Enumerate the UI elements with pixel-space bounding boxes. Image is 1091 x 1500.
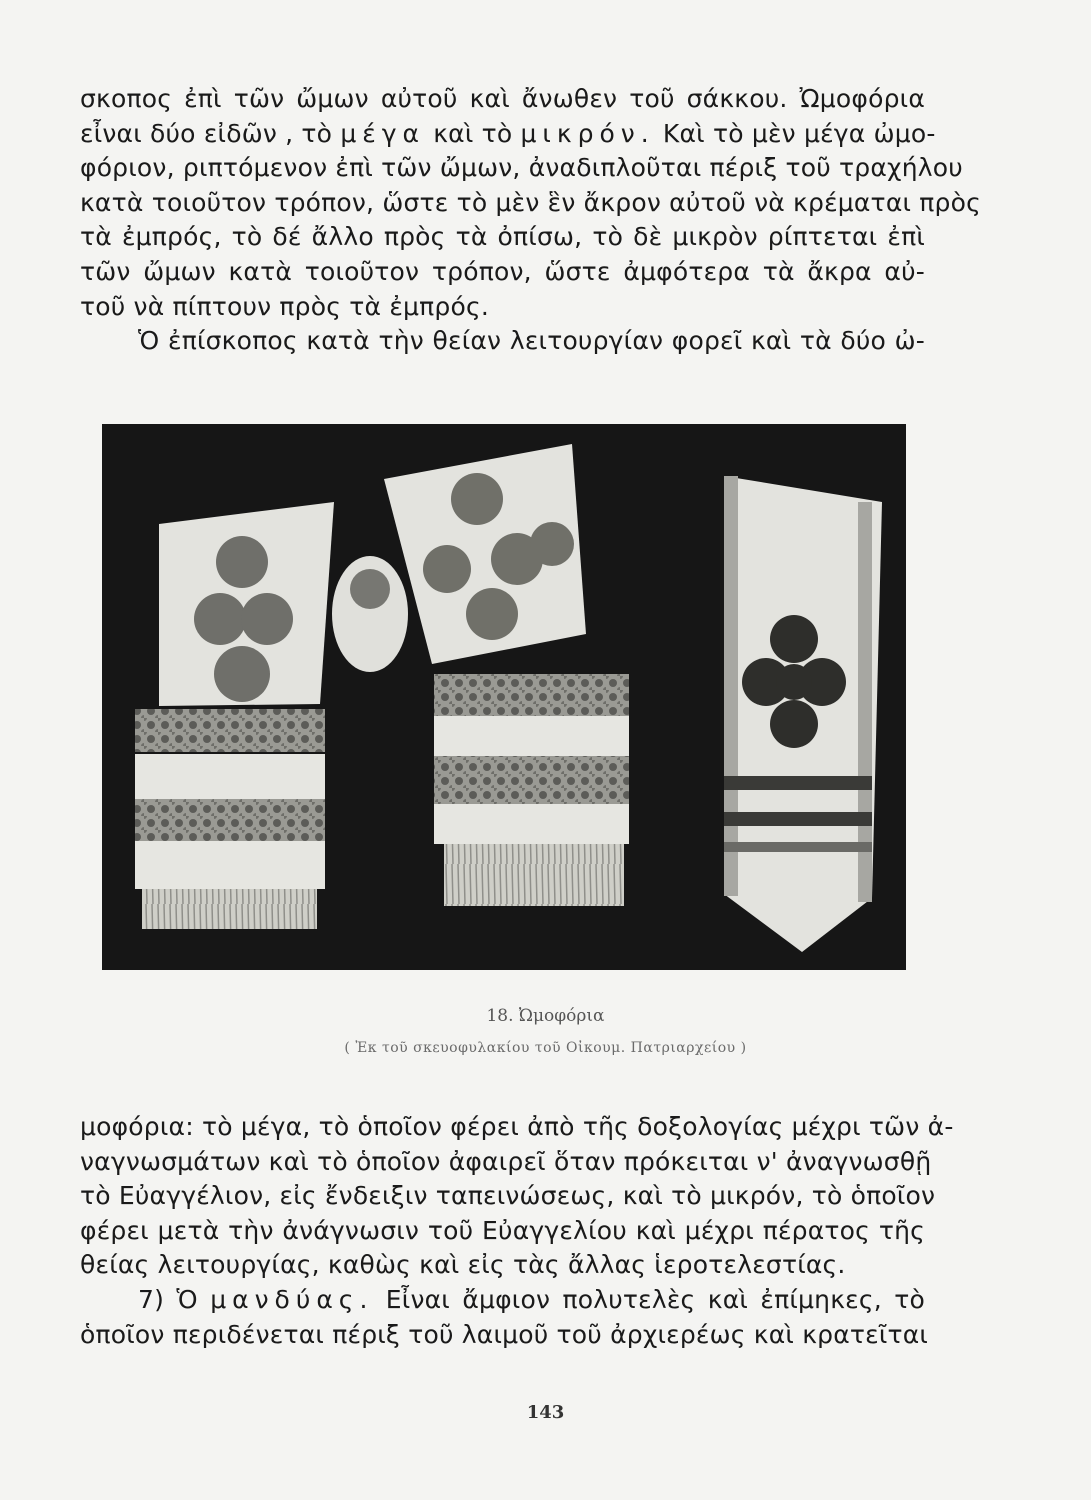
spaced-word: μικρόν. — [520, 118, 655, 148]
figure-caption: 18. Ὠμοφόρια — [486, 1006, 605, 1026]
text-line: Ὁ ἐπίσκοπος κατὰ τὴν θείαν λειτουργίαν φορεῖ καὶ τὰ δύο ὠ- — [138, 326, 925, 356]
text-segment: εἶναι δύο εἰδῶν , τὸ — [80, 118, 333, 148]
text-line: σκοπος ἐπὶ τῶν ὤμων αὐτοῦ καὶ ἄνωθεν τοῦ σάκκου. Ὠμοφόρια — [80, 84, 925, 113]
text-line: τὰ ἐμπρός, τὸ δέ ἄλλο πρὸς τὰ ὀπίσω, τὸ δὲ μικρὸν ρίπτεται ἐπὶ — [80, 222, 925, 252]
text-line: τὸ Εὐαγγέλιον, εἰς ἔνδειξιν ταπεινώσεως, καὶ τὸ μικρόν, τὸ ὁποῖον — [80, 1181, 936, 1211]
spaced-word: μανδύας. — [210, 1284, 374, 1314]
bottom-paragraph — [80, 1110, 954, 1352]
text-line: ὁποῖον περιδένεται πέριξ τοῦ λαιμοῦ τοῦ ἀρχιερέως καὶ κρατεῖται — [80, 1319, 929, 1349]
text-line: τοῦ νὰ πίπτουν πρὸς τὰ ἐμπρός. — [80, 291, 490, 321]
text-segment: Εἶναι ἄμφιον πολυτελὲς καὶ ἐπίμηκες, τὸ — [385, 1284, 925, 1314]
text-line: ναγνωσμάτων καὶ τὸ ὁποῖον ἀφαιρεῖ ὅταν πρόκειται ν' ἀναγνωσθῇ — [80, 1146, 932, 1176]
text-line: θείας λειτουργίας, καθὼς καὶ εἰς τὰς ἄλλας ἱεροτελεστίας. — [80, 1250, 846, 1280]
text-segment: Καὶ τὸ μὲν μέγα ὠμο- — [662, 118, 936, 148]
text-segment: 7) Ὁ — [138, 1284, 198, 1314]
omophoria-photograph — [102, 424, 906, 970]
text-line — [80, 1283, 925, 1318]
text-line: κατὰ τοιοῦτον τρόπον, ὥστε τὸ μὲν ἓν ἄκρον αὐτοῦ νὰ κρέμαται πρὸς — [80, 187, 981, 217]
text-line: φέρει μετὰ τὴν ἀνάγνωσιν τοῦ Εὐαγγελίου καὶ μέχρι πέρατος τῆς — [80, 1215, 925, 1245]
page-number: 143 — [526, 1402, 565, 1423]
photo-illustration — [102, 424, 906, 970]
spaced-word: μέγα — [340, 118, 426, 148]
text-line — [80, 117, 936, 152]
figure-source: ( Ἐκ τοῦ σκευοφυλακίου τοῦ Οἰκουμ. Πατριαρχείου ) — [344, 1040, 747, 1056]
text-line: τῶν ὤμων κατὰ τοιοῦτον τρόπον, ὥστε ἀμφότερα τὰ ἄκρα αὐ- — [80, 256, 925, 286]
text-line: φόριον, ριπτόμενον ἐπὶ τῶν ὤμων, ἀναδιπλοῦται πέριξ τοῦ τραχήλου — [80, 153, 963, 183]
text-segment: καὶ τὸ — [433, 118, 513, 148]
top-paragraph — [80, 82, 981, 359]
text-line: μοφόρια: τὸ μέγα, τὸ ὁποῖον φέρει ἀπὸ τῆς δοξολογίας μέχρι τῶν ἀ- — [80, 1112, 954, 1141]
